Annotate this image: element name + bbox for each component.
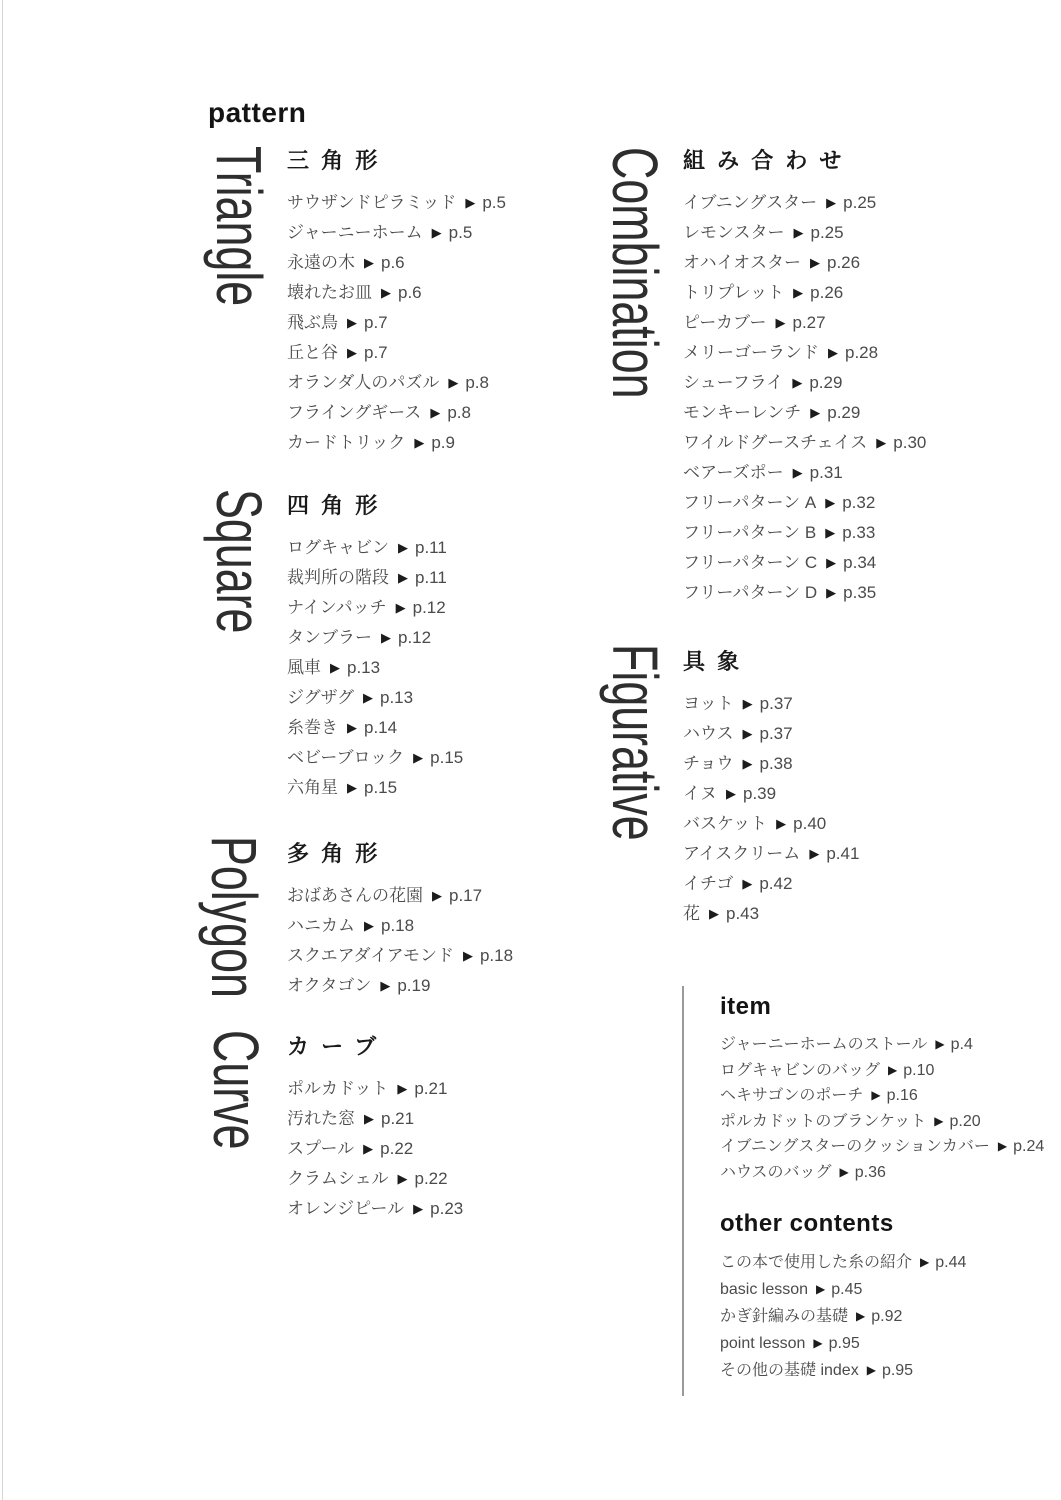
section-combination xyxy=(683,146,1061,608)
page-ref: p.19 xyxy=(397,976,431,995)
arrow-icon: ▶ xyxy=(776,816,787,831)
item-section-heading: item xyxy=(720,993,772,1020)
page-ref: p.14 xyxy=(364,718,398,737)
arrow-icon: ▶ xyxy=(364,918,374,933)
item-label: オレンジピール xyxy=(287,1199,405,1218)
page-ref: p.25 xyxy=(810,223,844,242)
vertical-label-figurative: Figurative xyxy=(599,644,671,841)
page-ref: p.12 xyxy=(412,598,446,617)
list-item xyxy=(287,563,667,593)
list-item xyxy=(683,899,1061,929)
page-ref: p.8 xyxy=(465,373,489,392)
page-ref: p.95 xyxy=(881,1362,914,1379)
list-item xyxy=(720,1032,1054,1058)
item-label: カードトリック xyxy=(287,433,406,452)
page-ref: p.35 xyxy=(843,583,877,602)
page-ref: p.10 xyxy=(903,1061,935,1079)
page-ref: p.23 xyxy=(430,1199,464,1218)
arrow-icon: ▶ xyxy=(363,1141,374,1156)
item-label: オハイオスター xyxy=(683,253,801,272)
arrow-icon: ▶ xyxy=(826,555,837,570)
page-ref: p.18 xyxy=(381,916,415,935)
arrow-icon: ▶ xyxy=(809,255,820,270)
item-label: ハウス xyxy=(683,724,734,743)
page-ref: p.31 xyxy=(809,463,843,482)
list-item xyxy=(287,308,667,338)
page-ref: p.22 xyxy=(414,1169,448,1188)
page-ref: p.41 xyxy=(826,844,860,863)
item-label: その他の基礎 index xyxy=(720,1362,859,1379)
arrow-icon: ▶ xyxy=(826,585,837,600)
list-item xyxy=(287,1104,667,1134)
list-item xyxy=(683,398,1061,428)
page-ref: p.9 xyxy=(431,433,455,452)
page-ref: p.8 xyxy=(447,403,471,422)
arrow-icon: ▶ xyxy=(742,876,753,891)
page-ref: p.24 xyxy=(1013,1138,1045,1155)
item-label: フリーパターン C xyxy=(683,553,818,572)
arrow-icon: ▶ xyxy=(871,1088,881,1102)
item-label: トリプレット xyxy=(683,283,785,302)
list-item xyxy=(287,278,667,308)
arrow-icon: ▶ xyxy=(809,846,820,861)
list-item xyxy=(287,941,667,971)
item-label: チョウ xyxy=(683,754,734,773)
page-ref: p.34 xyxy=(843,553,877,572)
arrow-icon: ▶ xyxy=(825,525,836,540)
arrow-icon: ▶ xyxy=(934,1113,944,1128)
item-label: モンキーレンチ xyxy=(683,403,802,422)
arrow-icon: ▶ xyxy=(997,1139,1008,1153)
item-label: おばあさんの花園 xyxy=(287,886,423,905)
item-label: basic lesson xyxy=(720,1281,809,1298)
list-item xyxy=(720,1083,1054,1109)
arrow-icon: ▶ xyxy=(866,1363,876,1377)
section-heading-triangle: 三角形 xyxy=(287,148,390,173)
item-label: ジグザグ xyxy=(287,688,354,707)
item-label: アイスクリーム xyxy=(683,844,801,863)
item-label: ハニカム xyxy=(287,916,355,935)
arrow-icon: ▶ xyxy=(839,1164,849,1179)
pattern-list-combination xyxy=(683,188,1061,608)
list-item xyxy=(720,1303,1054,1330)
arrow-icon: ▶ xyxy=(816,1282,826,1296)
arrow-icon: ▶ xyxy=(742,726,753,741)
list-item xyxy=(287,911,667,941)
page-ref: p.36 xyxy=(854,1163,886,1181)
page-ref: p.17 xyxy=(449,886,483,905)
item-label: フライングギース xyxy=(287,403,422,422)
list-item xyxy=(720,1330,1054,1357)
list-item xyxy=(683,428,1061,458)
page-ref: p.25 xyxy=(843,193,877,212)
list-item xyxy=(287,398,667,428)
list-item xyxy=(683,368,1061,398)
item-label: ベアーズポー xyxy=(683,463,784,482)
list-item xyxy=(683,719,1061,749)
arrow-icon: ▶ xyxy=(414,435,425,450)
list-item xyxy=(683,218,1061,248)
list-item xyxy=(287,623,667,653)
pattern-list-polygon xyxy=(287,881,667,1001)
list-item xyxy=(287,1194,667,1224)
page-ref: p.30 xyxy=(893,433,927,452)
arrow-icon: ▶ xyxy=(398,540,408,555)
item-label: メリーゴーランド xyxy=(683,343,819,362)
arrow-icon: ▶ xyxy=(347,720,357,735)
page-ref: p.33 xyxy=(842,523,876,542)
page-ref: p.38 xyxy=(759,754,793,773)
item-label: ピーカブー xyxy=(683,313,767,332)
section-heading-polygon: 多角形 xyxy=(287,841,390,866)
page-ref: p.28 xyxy=(845,343,879,362)
arrow-icon: ▶ xyxy=(775,315,786,330)
page-ref: p.45 xyxy=(831,1281,863,1298)
section-heading-figurative: 具象 xyxy=(683,649,752,674)
list-item xyxy=(683,689,1061,719)
item-list xyxy=(720,1032,1054,1185)
arrow-icon: ▶ xyxy=(709,906,719,921)
section-triangle xyxy=(287,146,667,458)
item-label: ポルカドット xyxy=(287,1079,389,1098)
item-label: ヨット xyxy=(683,694,734,713)
list-item xyxy=(287,773,667,803)
other-contents-list xyxy=(720,1249,1054,1384)
arrow-icon: ▶ xyxy=(726,786,736,801)
list-item xyxy=(683,869,1061,899)
page-ref: p.16 xyxy=(886,1087,918,1104)
item-label: ログキャビン xyxy=(287,538,389,557)
arrow-icon: ▶ xyxy=(856,1309,866,1323)
pattern-list-triangle xyxy=(287,188,667,458)
page-edge-line xyxy=(2,0,3,1500)
list-item xyxy=(683,338,1061,368)
item-label: フリーパターン A xyxy=(683,493,817,512)
page-ref: p.21 xyxy=(381,1109,415,1128)
other-contents-heading: other contents xyxy=(720,1210,894,1237)
item-label: 汚れた窓 xyxy=(287,1109,355,1128)
item-label: 風車 xyxy=(287,658,321,677)
arrow-icon: ▶ xyxy=(330,660,340,675)
list-item xyxy=(720,1058,1054,1084)
page-ref: p.6 xyxy=(381,253,405,272)
page-ref: p.6 xyxy=(398,283,422,302)
item-label: 飛ぶ鳥 xyxy=(287,313,338,332)
vertical-label-curve: Curve xyxy=(200,1030,272,1150)
item-label: ログキャビンのバッグ xyxy=(720,1061,881,1079)
page-ref: p.40 xyxy=(793,814,827,833)
arrow-icon: ▶ xyxy=(810,405,821,420)
arrow-icon: ▶ xyxy=(742,696,753,711)
section-polygon xyxy=(287,839,667,1001)
vertical-label-square: Square xyxy=(203,489,275,634)
arrow-icon: ▶ xyxy=(828,345,838,360)
list-item xyxy=(720,1160,1054,1186)
item-label: ジャーニーホーム xyxy=(287,223,423,242)
list-item xyxy=(287,188,667,218)
page-ref: p.20 xyxy=(949,1112,981,1130)
list-item xyxy=(287,533,667,563)
page-title: pattern xyxy=(208,96,307,128)
list-item xyxy=(720,1249,1054,1276)
vertical-label-polygon: Polygon xyxy=(198,836,270,998)
page-ref: p.15 xyxy=(364,778,398,797)
arrow-icon: ▶ xyxy=(347,315,357,330)
page-ref: p.11 xyxy=(415,568,447,587)
page-ref: p.13 xyxy=(379,688,414,707)
arrow-icon: ▶ xyxy=(413,750,424,765)
item-label: レモンスター xyxy=(683,223,785,242)
arrow-icon: ▶ xyxy=(793,285,804,300)
list-item xyxy=(287,743,667,773)
item-label: フリーパターン B xyxy=(683,523,817,542)
arrow-icon: ▶ xyxy=(792,465,803,480)
item-label: ベビーブロック xyxy=(287,748,405,767)
arrow-icon: ▶ xyxy=(381,630,391,645)
arrow-icon: ▶ xyxy=(431,225,442,240)
page-ref: p.13 xyxy=(347,658,381,677)
arrow-icon: ▶ xyxy=(430,405,441,420)
page-ref: p.39 xyxy=(743,784,777,803)
list-item xyxy=(683,308,1061,338)
page-ref: p.5 xyxy=(482,193,506,212)
item-label: フリーパターン D xyxy=(683,583,818,602)
arrow-icon: ▶ xyxy=(347,345,357,360)
item-label: ナインパッチ xyxy=(287,598,387,617)
list-item xyxy=(720,1134,1054,1160)
item-label: オクタゴン xyxy=(287,976,372,995)
list-item xyxy=(287,1074,667,1104)
list-item xyxy=(287,593,667,623)
section-heading-square: 四角形 xyxy=(287,493,390,518)
list-item xyxy=(287,428,667,458)
arrow-icon: ▶ xyxy=(432,888,442,903)
list-item xyxy=(683,779,1061,809)
item-label: オランダ人のパズル xyxy=(287,373,440,392)
page-ref: p.11 xyxy=(415,538,447,557)
item-label: ハウスのバッグ xyxy=(720,1163,832,1181)
item-label: スクエアダイアモンド xyxy=(287,946,454,965)
page-ref: p.42 xyxy=(759,874,793,893)
list-item xyxy=(683,458,1061,488)
item-label: 永遠の木 xyxy=(287,253,355,272)
item-label: ポルカドットのブランケット xyxy=(720,1112,927,1130)
page-ref: p.37 xyxy=(759,724,793,743)
list-item xyxy=(720,1109,1054,1135)
list-item xyxy=(287,653,667,683)
arrow-icon: ▶ xyxy=(888,1062,898,1077)
page-ref: p.37 xyxy=(759,694,793,713)
page-ref: p.21 xyxy=(414,1079,448,1098)
item-label: スプール xyxy=(287,1139,355,1158)
list-item xyxy=(683,278,1061,308)
arrow-icon: ▶ xyxy=(876,435,887,450)
item-label: イブニングスター xyxy=(683,193,818,212)
item-label: イチゴ xyxy=(683,874,734,893)
arrow-icon: ▶ xyxy=(397,1081,408,1096)
item-label: イブニングスターのクッションカバー xyxy=(720,1138,990,1155)
page-ref: p.12 xyxy=(398,628,432,647)
list-item xyxy=(287,1164,667,1194)
arrow-icon: ▶ xyxy=(742,756,753,771)
item-and-other-contents-block xyxy=(682,986,1054,1396)
arrow-icon: ▶ xyxy=(380,978,391,993)
list-item xyxy=(287,713,667,743)
list-item xyxy=(287,971,667,1001)
item-label: シューフライ xyxy=(683,373,784,392)
page-ref: p.7 xyxy=(364,343,388,362)
list-item xyxy=(683,518,1061,548)
page-ref: p.7 xyxy=(364,313,388,332)
arrow-icon: ▶ xyxy=(398,570,408,585)
page-ref: p.92 xyxy=(871,1308,903,1325)
list-item xyxy=(683,578,1061,608)
list-item xyxy=(287,218,667,248)
item-label: 花 xyxy=(683,904,700,923)
list-item xyxy=(683,548,1061,578)
pattern-list-square xyxy=(287,533,667,803)
page-ref: p.29 xyxy=(827,403,861,422)
item-label: 丘と谷 xyxy=(287,343,338,362)
list-item xyxy=(287,881,667,911)
arrow-icon: ▶ xyxy=(381,285,391,300)
item-label: タンブラー xyxy=(287,628,372,647)
list-item xyxy=(287,248,667,278)
page-ref: p.44 xyxy=(935,1254,967,1271)
item-label: かぎ針編みの基礎 xyxy=(720,1308,849,1325)
list-item xyxy=(287,368,667,398)
list-item xyxy=(287,338,667,368)
section-figurative xyxy=(683,647,1061,929)
item-label: 糸巻き xyxy=(287,718,338,737)
page-ref: p.4 xyxy=(950,1036,973,1053)
item-label: この本で使用した糸の紹介 xyxy=(720,1254,913,1271)
page-ref: p.15 xyxy=(430,748,464,767)
list-item xyxy=(683,488,1061,518)
arrow-icon: ▶ xyxy=(364,1111,374,1126)
item-label: 壊れたお皿 xyxy=(287,283,372,302)
item-label: ワイルドグースチェイス xyxy=(683,433,868,452)
item-label: 裁判所の階段 xyxy=(287,568,389,587)
page-ref: p.29 xyxy=(809,373,843,392)
page-ref: p.43 xyxy=(726,904,760,923)
pattern-list-curve xyxy=(287,1074,667,1224)
section-square xyxy=(287,491,667,803)
list-item xyxy=(683,839,1061,869)
item-label: 六角星 xyxy=(287,778,338,797)
page-ref: p.95 xyxy=(828,1335,860,1352)
section-heading-curve: カーブ xyxy=(287,1034,389,1059)
list-item xyxy=(720,1357,1054,1384)
page-ref: p.26 xyxy=(826,253,861,272)
item-label: サウザンドピラミッド xyxy=(287,193,457,212)
arrow-icon: ▶ xyxy=(395,600,406,615)
section-heading-combination: 組み合わせ xyxy=(683,148,854,173)
list-item xyxy=(683,749,1061,779)
arrow-icon: ▶ xyxy=(826,195,837,210)
arrow-icon: ▶ xyxy=(413,1201,424,1216)
arrow-icon: ▶ xyxy=(825,495,836,510)
section-curve xyxy=(287,1032,667,1224)
vertical-label-triangle: Triangle xyxy=(203,146,275,307)
list-item xyxy=(287,1134,667,1164)
list-item xyxy=(287,683,667,713)
page-ref: p.32 xyxy=(842,493,876,512)
list-item xyxy=(683,248,1061,278)
arrow-icon: ▶ xyxy=(397,1171,408,1186)
arrow-icon: ▶ xyxy=(362,690,373,705)
arrow-icon: ▶ xyxy=(364,255,374,270)
arrow-icon: ▶ xyxy=(462,948,473,963)
item-label: バスケット xyxy=(683,814,768,833)
list-item xyxy=(720,1276,1054,1303)
page-ref: p.27 xyxy=(792,313,826,332)
list-item xyxy=(683,809,1061,839)
arrow-icon: ▶ xyxy=(935,1037,945,1051)
page-ref: p.18 xyxy=(479,946,514,965)
page-ref: p.5 xyxy=(448,223,473,242)
item-label: ジャーニーホームのストール xyxy=(720,1036,928,1053)
page-ref: p.22 xyxy=(380,1139,414,1158)
arrow-icon: ▶ xyxy=(465,195,476,210)
arrow-icon: ▶ xyxy=(920,1255,930,1269)
arrow-icon: ▶ xyxy=(347,780,357,795)
pattern-list-figurative xyxy=(683,689,1061,929)
list-item xyxy=(683,188,1061,218)
vertical-label-combination: Combination xyxy=(599,147,671,399)
arrow-icon: ▶ xyxy=(792,375,803,390)
arrow-icon: ▶ xyxy=(448,375,459,390)
item-label: クラムシェル xyxy=(287,1169,389,1188)
arrow-icon: ▶ xyxy=(813,1336,823,1350)
item-label: ヘキサゴンのポーチ xyxy=(720,1087,864,1104)
page-ref: p.26 xyxy=(810,283,844,302)
arrow-icon: ▶ xyxy=(793,225,804,240)
item-label: イヌ xyxy=(683,784,717,803)
item-label: point lesson xyxy=(720,1335,806,1352)
